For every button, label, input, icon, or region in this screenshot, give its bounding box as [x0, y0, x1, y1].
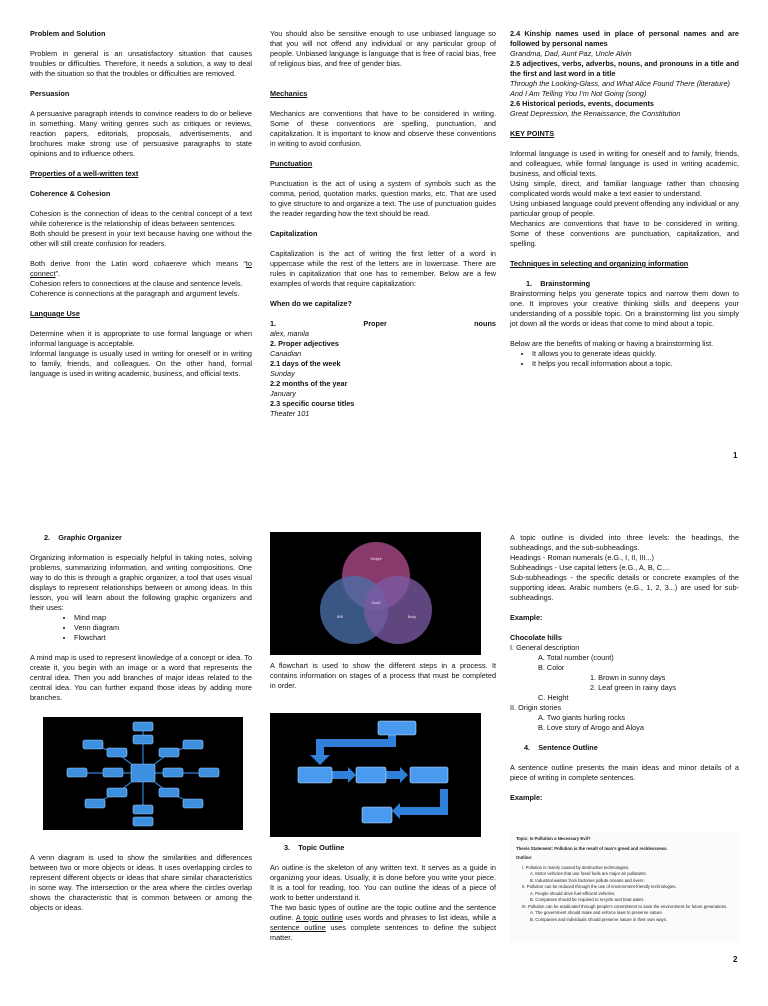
levels-text: A topic outline is divided into three levels: the headings, the subheadings, and the sub-subheadings. [510, 533, 739, 552]
list-item-days: 2.1 days of the week [270, 359, 341, 368]
capitalization-text: Capitalization is the act of writing the first letter of a word in uppercase while the rest of the letters are in lowercase. There are rules in capitalization that one has to remember. Below are a few examples of words that require capitalization: [270, 249, 496, 288]
list-item-proper-nouns [270, 319, 496, 329]
outline-subsub-1: 1. Brown in sunny days [590, 673, 666, 682]
list-number: 1. [270, 319, 277, 328]
outline-example-title: Chocolate hills [510, 633, 562, 642]
organizer-list [30, 613, 252, 643]
levels-headings: Headings - Roman numerals (e.G., I, II, III...) [510, 553, 654, 562]
outline-types-pre: The two basic types of outline are the topic outline and the sentence outline. [270, 903, 496, 922]
problem-solution-heading: Problem and Solution [30, 29, 106, 38]
example-titles-2: And I Am Telling You I’m Not Going (song) [510, 89, 647, 98]
levels-subheadings: Subheadings - Use capital letters (e.G., A, B, C.... [510, 563, 671, 572]
derive-mid: which means “ [186, 259, 246, 268]
language-use-heading: Language Use [30, 309, 80, 318]
list-word-nouns: nouns [474, 319, 496, 328]
example-course-titles: Theater 101 [270, 409, 310, 418]
outline-sub-c: C. Height [538, 693, 569, 702]
list-item: • Flowchart [74, 633, 252, 643]
key-points-text-4: Mechanics are conventions that have to be considered in writing. Some of these conventions are punctuation, capitalization, and spelling. [510, 219, 739, 248]
punctuation-heading: Punctuation [270, 159, 313, 168]
list-item: • It helps you recall information about a topic. [532, 359, 739, 369]
page-number-2: 2 [733, 955, 738, 964]
so-line: B. Companies should be required to recycle and treat water. [530, 897, 645, 902]
list-item-historical: 2.6 Historical periods, events, documents [510, 99, 654, 108]
so-outline-label: Outline: [516, 855, 533, 860]
graphic-organizer-heading: 2. Graphic Organizer [44, 533, 122, 542]
mind-map-graphic [43, 717, 243, 830]
key-points-heading: KEY POINTS [510, 129, 555, 138]
mechanics-text: Mechanics are conventions that have to be considered in writing. Some of these conventions are spelling, punctuation, and capitalization. It is important to know and observe these conventions in writing to avoid confusion. [270, 109, 496, 148]
persuasion-heading: Persuasion [30, 89, 70, 98]
outline-sub-iia: A. Two giants hurling rocks [538, 713, 626, 722]
brainstorming-heading: 1. Brainstorming [526, 279, 591, 288]
so-line: B. Industrial wastes from factories pollute oceans and rivers. [530, 877, 645, 883]
sentence-outline-text: A sentence outline presents the main ideas and minor details of a piece of writing in complete sentences. [510, 763, 739, 782]
levels-sub-subheadings: Sub-subheadings - the specific details or concrete examples of the supporting ideas. Arabic numbers (e.G., 1, 2, 3...) are used for sub-subheadings. [510, 573, 739, 602]
punctuation-text: Punctuation is the act of using a system of symbols such as the comma, period, quotation marks, question marks, etc. That are used to give structure to and organize a text. The use of punctuation guides the reader regarding how the text should be read. [270, 179, 496, 218]
key-points-text-3: Using unbiased language could prevent offending any individual or any particular group of people. [510, 199, 739, 218]
venn-label-center: Good [371, 601, 381, 605]
page1-column-1 [30, 29, 252, 379]
outline-types-mid: uses words and phrases to list ideas, while a [342, 913, 497, 922]
venn-label-right: Body [407, 615, 417, 619]
list-item-proper-adjectives: 2. Proper adjectives [270, 339, 339, 348]
so-line: A. Motor vehicles that use fossil fuels are major air pollutants. [530, 871, 647, 876]
example-kinship: Grandma, Dad, Aunt Paz, Uncle Alvin [510, 49, 632, 58]
list-item-kinship: 2.4 Kinship names used in place of personal names and are followed by personal names [510, 29, 739, 48]
outline-subsub-2: 2. Leaf green in rainy days [590, 683, 676, 692]
topic-outline-link[interactable]: A topic outline [295, 913, 343, 922]
language-use-text-2: Informal language is usually used in writing for oneself or in writing to family, friends, and colleagues. On the other hand, formal language is used in writing academic, business, and official texts. [30, 349, 252, 378]
so-line: B. Companies and individuals should preserve nature in their own ways. [530, 916, 668, 922]
capitalize-question: When do we capitalize? [270, 299, 352, 308]
so-line: III. Pollution can be eradicated through people's commitment to save the environment for future generations. [522, 903, 728, 909]
page2-column-3 [510, 533, 739, 803]
page2-column-2-bottom [270, 843, 496, 943]
outline-sub-b: B. Color [538, 663, 565, 672]
so-line: A. People should drive fuel-efficient vehicles. [530, 890, 616, 896]
latin-word: cohaerere [153, 259, 187, 268]
mechanics-heading: Mechanics [270, 89, 308, 98]
derive-post: ”. [55, 269, 61, 278]
benefits-list [510, 349, 739, 369]
capitalization-heading: Capitalization [270, 229, 318, 238]
example-label: Example: [510, 613, 543, 622]
outline-types-text [270, 903, 496, 943]
brainstorming-text: Brainstorming helps you generate topics and narrow them down to one. It improves your creative thinking skills and deepens your understanding of a possible topic. On a brainstorming list you simply jot down all the words or ideas that come to mind about a topic. [510, 289, 739, 328]
example-titles-1: Through the Looking-Glass, and What Alice Found There (literature) [510, 79, 730, 88]
mind-map-text: A mind map is used to represent knowledge of a concept or idea. To create it, you begin with an image or a word that represents the central idea. Then you add branches of major ideas related to the central idea. You can further expand those ideas by adding more branches. [30, 653, 252, 702]
venn-diagram-image [270, 532, 481, 655]
example-days: Sunday [270, 369, 295, 378]
outline-sub-a: A. Total number (count) [538, 653, 614, 662]
cohesion-clause-text: Cohesion refers to connections at the clause and sentence levels. [30, 279, 243, 288]
outline-sub-iib: B. Love story of Arogo and Aloya [538, 723, 644, 732]
so-line: A. The government should make and enforce laws to preserve nature. [530, 910, 663, 915]
so-line: II. Pollution can be reduced through the use of environment-friendly technologies. [522, 884, 677, 889]
techniques-heading: Techniques in selecting and organizing information [510, 259, 689, 268]
graphic-organizer-text: Organizing information is especially helpful in taking notes, solving problems, summarizing information, and writing compositions. One way to do this is through a graphic organizer, a tool that uses visual displays to represent relationships between or among ideas. In this lesson, you will learn about the following graphic organizers and their uses: [30, 553, 252, 612]
outline-types-post: uses complete sentences to define the subject matter. [270, 923, 496, 942]
venn-diagram-text: A venn diagram is used to show the similarities and differences between two or more objects or ideas. It uses overlapping circles to represent different objects or ideas that share similar characteristics in some way. The intersection or the area where the circles overlap shows the characteristic that is common between or among the objects or ideas. [30, 853, 252, 912]
properties-heading: Properties of a well-written text [30, 169, 139, 178]
so-thesis: Thesis Statement: Pollution is the result of man's greed and recklessness. [516, 845, 668, 851]
mind-map-image [43, 717, 243, 830]
coherence-heading: Coherence & Cohesion [30, 189, 111, 198]
coherence-paragraph-text: Coherence is connections at the paragraph and argument levels. [30, 289, 240, 298]
sentence-outline-heading: 4. Sentence Outline [524, 743, 598, 752]
outline-text: An outline is the skeleton of any written text. It serves as a guide in organizing your ideas. Usually, it is done before you write your piece. It is a tool for reading, too. You can outline the ideas of a piece of work to better understand it. [270, 863, 496, 902]
example-historical: Great Depression, the Renaissance, the Constitution [510, 109, 681, 118]
list-item: • It allows you to generate ideas quickly. [532, 349, 739, 359]
latin-derivation [30, 259, 252, 279]
list-item: • Venn diagram [74, 623, 252, 633]
key-points-text-1: Informal language is used in writing for oneself and to family, friends, and colleagues, while formal language is used in writing academic, business, and official texts. [510, 149, 739, 178]
flowchart-graphic [270, 713, 481, 837]
so-line: I. Pollution is mainly caused by destructive technologies. [522, 864, 630, 870]
page2-column-1-bottom [30, 853, 252, 913]
language-use-text-1: Determine when it is appropriate to use formal language or when informal language is acceptable. [30, 329, 252, 348]
outline-heading-i: I. General description [510, 643, 580, 652]
list-item-titles: 2.5 adjectives, verbs, adverbs, nouns, and pronouns in a title and the first and last word in a title [510, 59, 739, 78]
benefits-text: Below are the benefits of making or having a brainstorming list. [510, 339, 714, 348]
example-months: January [270, 389, 296, 398]
to-connect-link[interactable]: to connect [30, 259, 252, 278]
flowchart-image [270, 713, 481, 837]
list-word-proper: Proper [363, 319, 387, 328]
list-item-course-titles: 2.3 specific course titles [270, 399, 355, 408]
unbiased-language-text: You should also be sensitive enough to use unbiased language so that you will not offend any individual or any particular group of people. Unbiased language is language that is free of racial bias, free of religious bias, and free of gender bias. [270, 29, 496, 68]
venn-diagram-graphic [270, 532, 481, 655]
flowchart-text: A flowchart is used to show the different steps in a process. It contains information on stages of a process that must be completed in order. [270, 661, 496, 690]
page2-column-2 [270, 661, 496, 691]
derive-pre: Both derive from the Latin word [30, 259, 154, 268]
so-topic: Topic: Is Pollution a Necessary Evil? [516, 836, 591, 841]
example-proper-nouns: alex, manila [270, 329, 309, 338]
problem-solution-text: Problem in general is an unsatisfactory situation that causes troubles or difficulties. Therefore, it needs a solution, a way to deal with the situation so that the troubles or difficulties are removed. [30, 49, 252, 78]
page1-column-3 [510, 29, 739, 369]
key-points-text-2: Using simple, direct, and familiar language rather than choosing complicated words would make a text easier to understand. [510, 179, 739, 198]
example-label-2: Example: [510, 793, 543, 802]
topic-outline-heading: 3. Topic Outline [284, 843, 345, 852]
sentence-outline-example-image [510, 832, 739, 942]
persuasion-text: A persuasive paragraph intends to convince readers to do or believe in something. Many writing genres such as critiques or reviews, reaction papers, editorials, proposals, advertisements, and brochures make strong use of persuasive paragraphs to state opinions and to influence others. [30, 109, 252, 158]
cohesion-text: Cohesion is the connection of ideas to the central concept of a text while coherence is the relationship of ideas between sentences. [30, 209, 252, 228]
page-number-1: 1 [733, 451, 738, 460]
outline-heading-ii: II. Origin stories [510, 703, 562, 712]
list-item-months: 2.2 months of the year [270, 379, 348, 388]
page2-column-1 [30, 533, 252, 703]
cohesion-text-2: Both should be present in your text because having one without the other will still create confusion for readers. [30, 229, 252, 248]
sentence-outline-link[interactable]: sentence outline [270, 923, 326, 932]
venn-label-top: Weight [370, 557, 382, 561]
example-proper-adjectives: Canadian [270, 349, 302, 358]
list-item: • Mind map [74, 613, 252, 623]
venn-label-left: BMI [336, 615, 344, 619]
page1-column-2 [270, 29, 496, 419]
